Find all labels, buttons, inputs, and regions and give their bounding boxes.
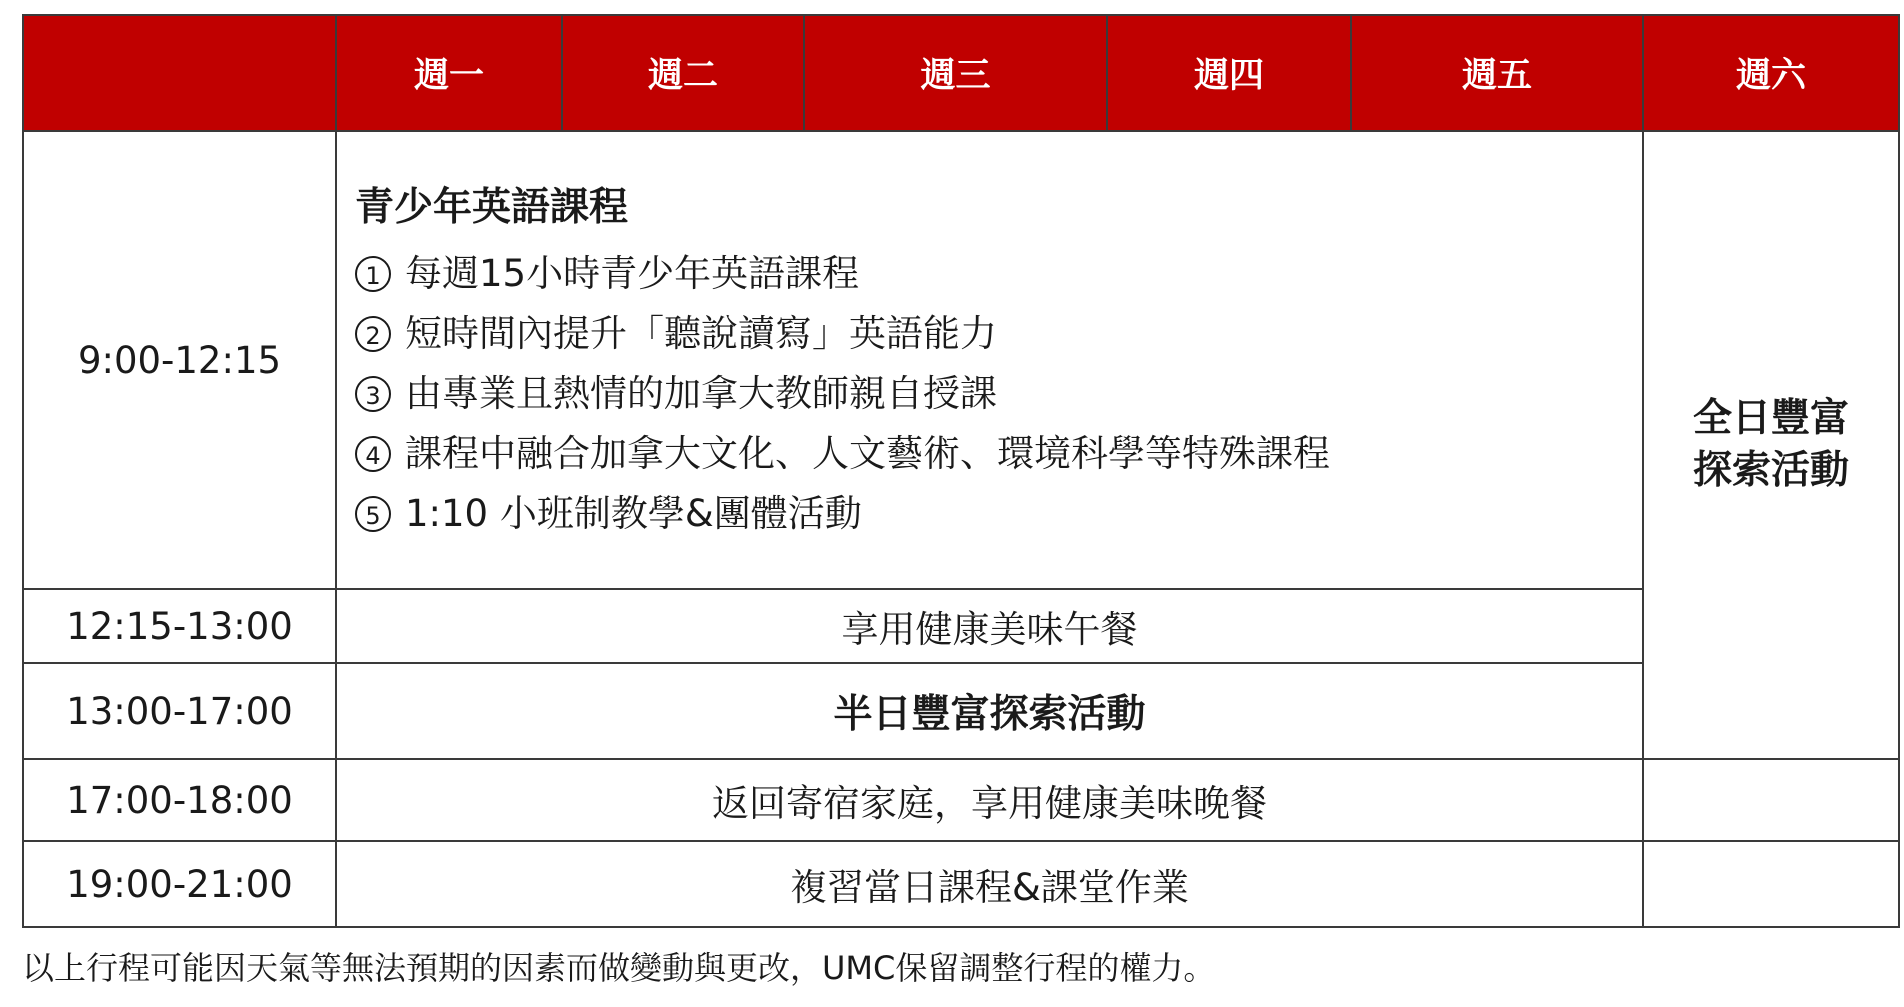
course-item-text: 課程中融合加拿大文化、人文藝術、環境科學等特殊課程	[405, 432, 1330, 475]
header-day-fri: 週五	[1351, 15, 1643, 131]
row-night	[23, 841, 1899, 927]
course-item-text: 由專業且熱情的加拿大教師親自授課	[405, 372, 997, 415]
saturday-evening-empty	[1643, 759, 1899, 841]
row-morning	[23, 131, 1899, 589]
course-item-text: 短時間內提升「聽說讀寫」英語能力	[405, 312, 997, 355]
header-day-mon: 週一	[336, 15, 562, 131]
number-circle-icon: 4	[355, 436, 391, 472]
lunch-activity: 享用健康美味午餐	[336, 589, 1643, 663]
time-afternoon: 13:00-17:00	[23, 663, 336, 759]
list-item	[355, 244, 1642, 304]
course-item-text: 每週15小時青少年英語課程	[405, 252, 860, 295]
row-afternoon	[23, 663, 1899, 759]
number-circle-icon: 1	[355, 256, 391, 292]
list-item	[355, 304, 1642, 364]
course-item-text: 1:10 小班制教學&團體活動	[405, 492, 862, 535]
course-title: 青少年英語課程	[355, 185, 629, 230]
evening-activity: 返回寄宿家庭，享用健康美味晚餐	[336, 759, 1643, 841]
schedule-table	[22, 14, 1900, 928]
header-day-wed: 週三	[804, 15, 1107, 131]
saturday-activity-cell	[1643, 131, 1899, 759]
saturday-night-empty	[1643, 841, 1899, 927]
header-day-sat: 週六	[1643, 15, 1899, 131]
footnote: 以上行程可能因天氣等無法預期的因素而做變動與更改，UMC保留調整行程的權力。	[22, 949, 1216, 987]
time-evening: 17:00-18:00	[23, 759, 336, 841]
afternoon-activity: 半日豐富探索活動	[336, 663, 1643, 759]
saturday-line-2: 探索活動	[1692, 448, 1849, 493]
saturday-line-1: 全日豐富	[1692, 396, 1849, 441]
list-item	[355, 364, 1642, 424]
number-circle-icon: 2	[355, 316, 391, 352]
header-day-tue: 週二	[562, 15, 804, 131]
time-night: 19:00-21:00	[23, 841, 336, 927]
list-item	[355, 484, 1642, 544]
header-corner	[23, 15, 336, 131]
row-lunch	[23, 589, 1899, 663]
time-morning: 9:00-12:15	[23, 131, 336, 589]
course-list	[355, 244, 1642, 544]
time-lunch: 12:15-13:00	[23, 589, 336, 663]
list-item	[355, 424, 1642, 484]
row-evening	[23, 759, 1899, 841]
course-cell	[336, 131, 1643, 589]
number-circle-icon: 3	[355, 376, 391, 412]
number-circle-icon: 5	[355, 496, 391, 532]
header-day-thu: 週四	[1107, 15, 1351, 131]
night-activity: 複習當日課程&課堂作業	[336, 841, 1643, 927]
header-row	[23, 15, 1899, 131]
